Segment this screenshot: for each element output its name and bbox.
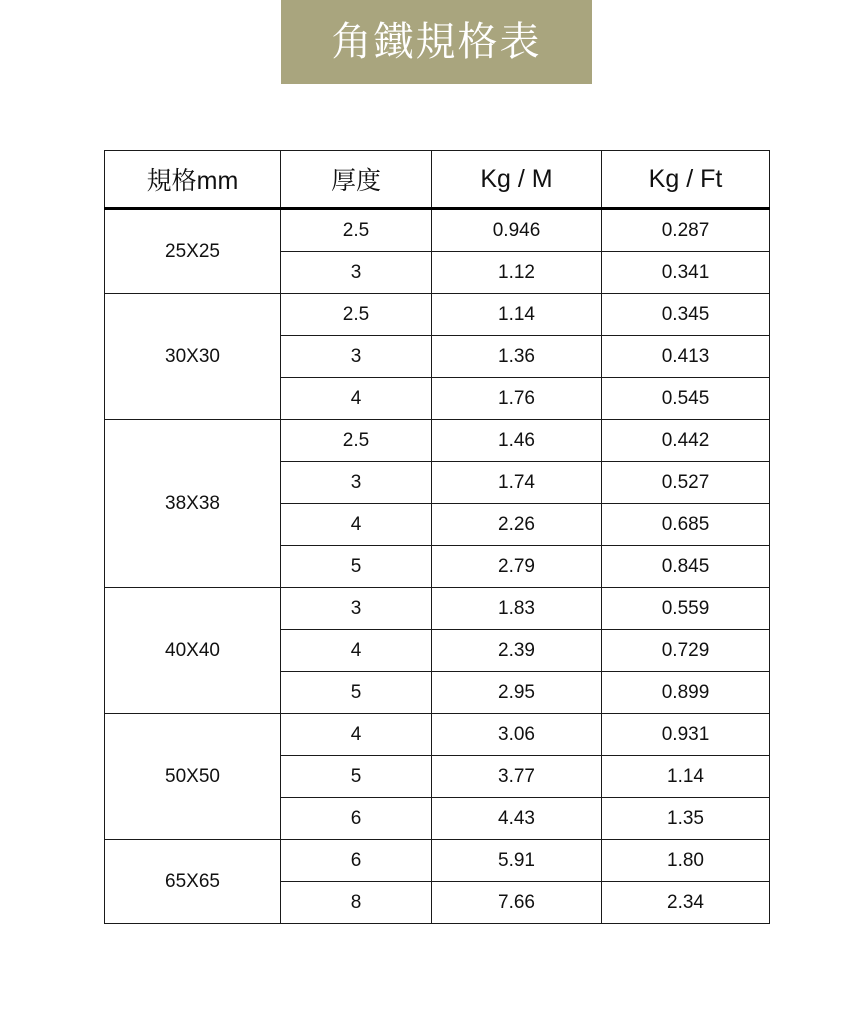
kg-per-ft-cell: 1.35 <box>602 798 770 840</box>
table-row <box>105 209 770 252</box>
title-banner <box>281 0 592 84</box>
size-cell: 38X38 <box>105 420 281 588</box>
kg-per-ft-cell: 2.34 <box>602 882 770 924</box>
kg-per-ft-cell: 0.729 <box>602 630 770 672</box>
thickness-cell: 4 <box>281 714 432 756</box>
kg-per-ft-cell: 0.545 <box>602 378 770 420</box>
kg-per-m-cell: 2.95 <box>432 672 602 714</box>
thickness-cell: 4 <box>281 630 432 672</box>
kg-per-m-cell: 5.91 <box>432 840 602 882</box>
kg-per-ft-cell: 1.14 <box>602 756 770 798</box>
header-thickness: 厚度 <box>281 151 432 209</box>
size-cell: 25X25 <box>105 209 281 294</box>
size-cell: 30X30 <box>105 294 281 420</box>
thickness-cell: 3 <box>281 336 432 378</box>
angle-iron-spec-table <box>104 150 770 924</box>
kg-per-m-cell: 3.77 <box>432 756 602 798</box>
kg-per-m-cell: 4.43 <box>432 798 602 840</box>
thickness-cell: 6 <box>281 840 432 882</box>
thickness-cell: 2.5 <box>281 420 432 462</box>
thickness-cell: 3 <box>281 252 432 294</box>
thickness-cell: 2.5 <box>281 209 432 252</box>
thickness-cell: 4 <box>281 504 432 546</box>
kg-per-m-cell: 1.12 <box>432 252 602 294</box>
table-row <box>105 840 770 882</box>
kg-per-ft-cell: 0.899 <box>602 672 770 714</box>
header-kg-per-ft: Kg / Ft <box>602 151 770 209</box>
size-cell: 65X65 <box>105 840 281 924</box>
page-title: 角鐵規格表 <box>331 18 542 65</box>
kg-per-m-cell: 2.26 <box>432 504 602 546</box>
kg-per-m-cell: 1.74 <box>432 462 602 504</box>
table-header <box>105 151 770 209</box>
kg-per-ft-cell: 0.442 <box>602 420 770 462</box>
kg-per-ft-cell: 0.287 <box>602 209 770 252</box>
kg-per-ft-cell: 0.345 <box>602 294 770 336</box>
kg-per-ft-cell: 0.685 <box>602 504 770 546</box>
thickness-cell: 6 <box>281 798 432 840</box>
header-kg-per-m: Kg / M <box>432 151 602 209</box>
table-row <box>105 714 770 756</box>
thickness-cell: 5 <box>281 672 432 714</box>
thickness-cell: 3 <box>281 462 432 504</box>
thickness-cell: 4 <box>281 378 432 420</box>
thickness-cell: 2.5 <box>281 294 432 336</box>
size-cell: 50X50 <box>105 714 281 840</box>
kg-per-m-cell: 2.79 <box>432 546 602 588</box>
kg-per-m-cell: 1.46 <box>432 420 602 462</box>
table-body <box>105 209 770 924</box>
kg-per-ft-cell: 0.413 <box>602 336 770 378</box>
kg-per-m-cell: 3.06 <box>432 714 602 756</box>
table-row <box>105 294 770 336</box>
kg-per-m-cell: 1.14 <box>432 294 602 336</box>
table-row <box>105 588 770 630</box>
table-row <box>105 420 770 462</box>
kg-per-ft-cell: 0.845 <box>602 546 770 588</box>
kg-per-m-cell: 1.83 <box>432 588 602 630</box>
size-cell: 40X40 <box>105 588 281 714</box>
thickness-cell: 3 <box>281 588 432 630</box>
kg-per-m-cell: 1.36 <box>432 336 602 378</box>
kg-per-ft-cell: 0.559 <box>602 588 770 630</box>
header-size: 規格mm <box>105 151 281 209</box>
kg-per-m-cell: 2.39 <box>432 630 602 672</box>
kg-per-ft-cell: 0.527 <box>602 462 770 504</box>
kg-per-m-cell: 0.946 <box>432 209 602 252</box>
kg-per-m-cell: 1.76 <box>432 378 602 420</box>
header-row <box>105 151 770 209</box>
kg-per-ft-cell: 1.80 <box>602 840 770 882</box>
thickness-cell: 8 <box>281 882 432 924</box>
thickness-cell: 5 <box>281 756 432 798</box>
kg-per-m-cell: 7.66 <box>432 882 602 924</box>
kg-per-ft-cell: 0.341 <box>602 252 770 294</box>
thickness-cell: 5 <box>281 546 432 588</box>
kg-per-ft-cell: 0.931 <box>602 714 770 756</box>
